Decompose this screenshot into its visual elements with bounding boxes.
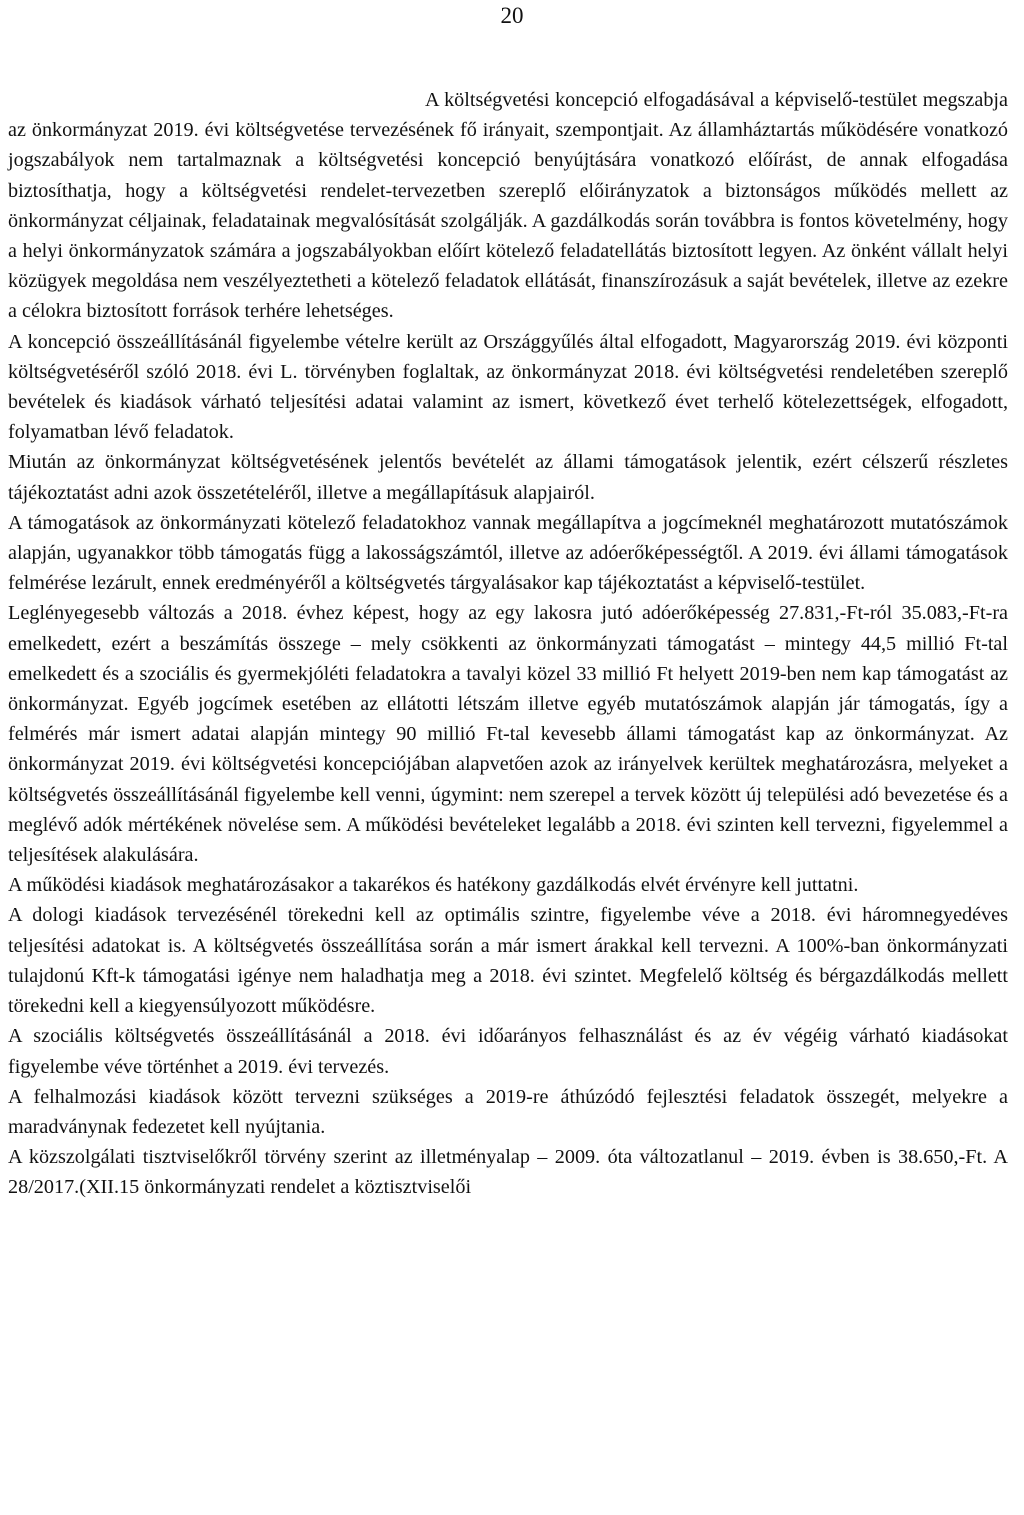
page-number: 20 xyxy=(500,3,524,28)
paragraph-10: A közszolgálati tisztviselőkről törvény szerint az illetményalap – 2009. óta változatlanul – 2019. évben is 38.650,-Ft. A 28/2017.(XII.15 önkormányzati rendelet a köztisztviselői xyxy=(8,1146,1008,1199)
paragraph-6: A működési kiadások meghatározásakor a takarékos és hatékony gazdálkodás elvét érvényre kell juttatni. xyxy=(8,874,859,897)
paragraph-9: A felhalmozási kiadások között tervezni szükséges a 2019-re áthúzódó fejlesztési feladatok összegét, melyekre a maradványnak fedezetet kell nyújtania. xyxy=(8,1085,1008,1138)
paragraph-2: A koncepció összeállításánál figyelembe vételre került az Országgyűlés által elfogadott, Magyarország 2019. évi központi költségvetéséről szóló 2018. évi L. törvényben foglaltak, az önkormányzat 2018. évi költségvetési rendeletében szereplő bevételek és kiadások várható teljesítési adatai valamint az ismert, következő évet terhelő kötelezettségek, elfogadott, folyamatban lévő feladatok. xyxy=(8,330,1008,444)
paragraph-8: A szociális költségvetés összeállításánál a 2018. évi időarányos felhasználást és az év végéig várható kiadásokat figyelembe véve történhet a 2019. évi tervezés. xyxy=(8,1025,1008,1078)
paragraph-4: A támogatások az önkormányzati kötelező feladatokhoz vannak megállapítva a jogcímeknél meghatározott mutatószámok alapján, ugyanakkor több támogatás függ a lakosságszámtól, illetve az adóerőképességtől. A 2019. évi állami támogatások felmérése lezárult, ennek eredményéről a költségvetés tárgyalásakor kap tájékoztatást a képviselő-testület. xyxy=(8,511,1008,595)
paragraph-5: Leglényegesebb változás a 2018. évhez képest, hogy az egy lakosra jutó adóerőképesség 27.831,-Ft-ról 35.083,-Ft-ra emelkedett, ezért a beszámítás összege – mely csökkenti az önkormányzati támogatást – mintegy 44,5 millió Ft-tal emelkedett és a szociális és gyermekjóléti feladatokra a tavalyi közel 33 millió Ft helyett 2019-ben nem kap támogatást az önkormányzat. Egyéb jogcímek esetében az ellátotti létszám illetve egyéb mutatószámok alapján jár támogatás, így a felmérés már ismert adatai alapján mintegy 90 millió Ft-tal kevesebb állami támogatást kap az önkormányzat. Az önkormányzat 2019. évi költségvetési koncepciójában alapvetően azok az irányelvek kerültek meghatározásra, melyeket a költségvetés összeállításánál figyelembe kell venni, úgymint: nem szerepel a tervek között új települési adó bevezetése és a meglévő adók mértékének növelése sem. A működési bevételeket legalább a 2018. évi szinten kell tervezni, figyelemmel a teljesítések alakulására. xyxy=(8,602,1008,867)
paragraph-1: A költségvetési koncepció elfogadásával a képviselő-testület megszabja az önkormányzat 2019. évi költségvetése tervezésének fő irányait, szempontjait. Az államháztartás működésére vonatkozó jogszabályok nem tartalmaznak a költségvetési koncepció benyújtására vonatkozó előírást, de annak elfogadása biztosíthatja, hogy a költségvetési rendelet-tervezetben szereplő előirányzatok a biztonságos működés mellett az önkormányzat céljainak, feladatainak megvalósítását szolgálják. A gazdálkodás során továbbra is fontos követelmény, hogy a helyi önkormányzatok számára a jogszabályokban előírt kötelező feladatellátás biztosított legyen. Az önként vállalt helyi közügyek megoldása nem veszélyeztetheti a kötelező feladatok ellátását, finanszírozásuk a saját bevételek, illetve az ezekre a célokra biztosított források terhére lehetséges. xyxy=(8,89,1008,323)
document-body xyxy=(8,85,1008,1203)
paragraph-7: A dologi kiadások tervezésénél törekedni kell az optimális szintre, figyelembe véve a 2018. évi háromnegyedéves teljesítési adatokat is. A költségvetés összeállítása során a már ismert árakkal kell tervezni. A 100%-ban önkormányzati tulajdonú Kft-k támogatási igénye nem haladhatja meg a 2018. évi szintet. Megfelelő költség és bérgazdálkodás mellett törekedni kell a kiegyensúlyozott működésre. xyxy=(8,904,1008,1018)
paragraph-3: Miután az önkormányzat költségvetésének jelentős bevételét az állami támogatások jelentik, ezért célszerű részletes tájékoztatást adni azok összetételéről, illetve a megállapításuk alapjairól. xyxy=(8,451,1008,504)
